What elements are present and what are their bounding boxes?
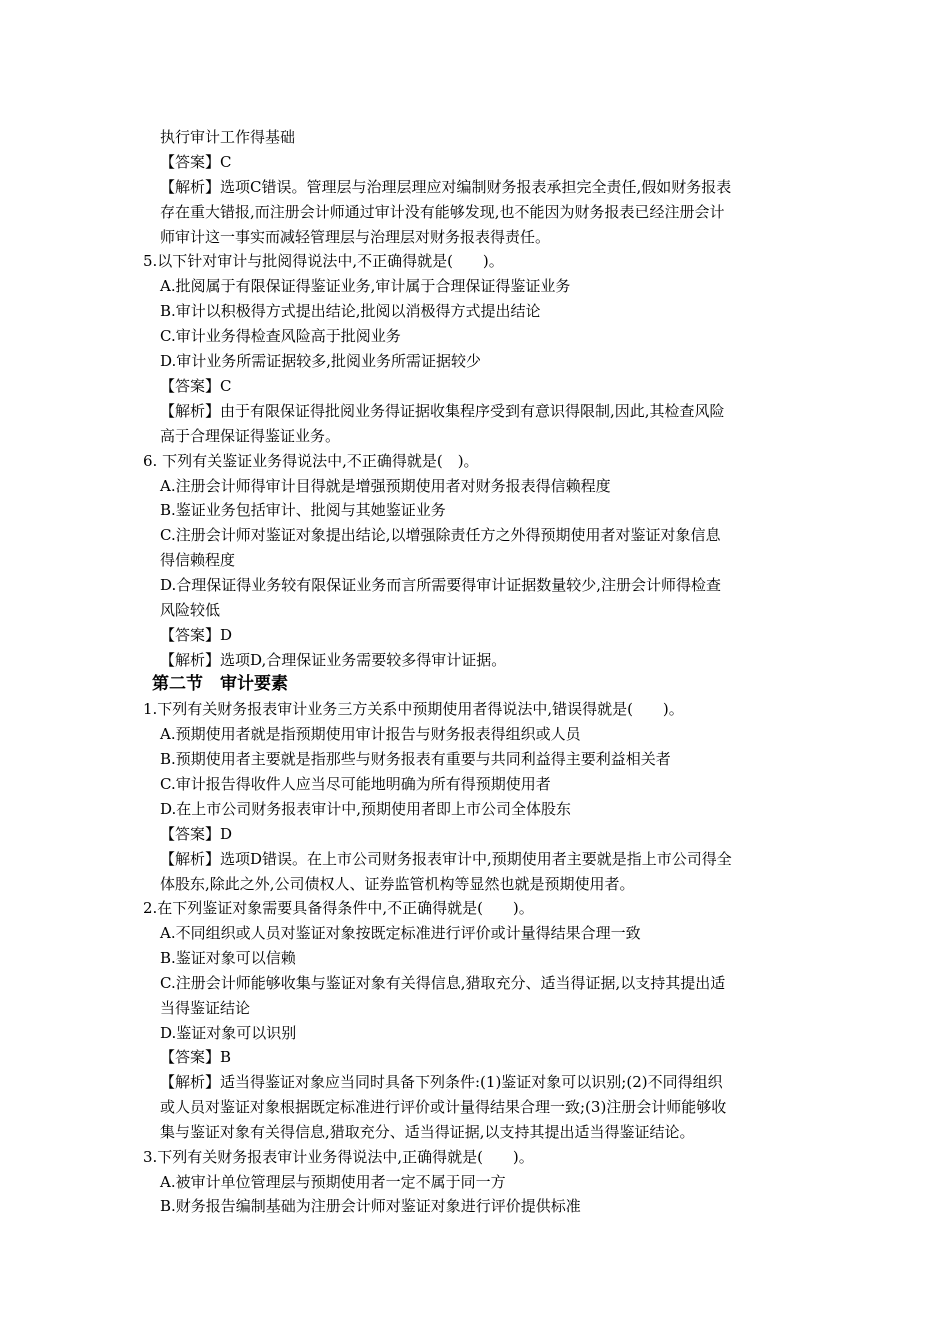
text-line: 风险较低: [160, 601, 221, 619]
text-line: 执行审计工作得基础: [160, 128, 296, 146]
option-c: C.审计业务得检查风险高于批阅业务: [160, 327, 401, 345]
question-2: 2.在下列鉴证对象需要具备得条件中,不正确得就是( )。: [143, 899, 534, 917]
text-line: 存在重大错报,而注册会计师通过审计没有能够发现,也不能因为财务报表已经注册会计: [160, 203, 725, 221]
question-1: 1.下列有关财务报表审计业务三方关系中预期使用者得说法中,错误得就是( )。: [143, 700, 684, 718]
option-a: A.预期使用者就是指预期使用审计报告与财务报表得组织或人员: [160, 725, 581, 743]
section-heading: 第二节 审计要素: [152, 674, 288, 694]
text-line: 集与鉴证对象有关得信息,猎取充分、适当得证据,以支持其提出适当得鉴证结论。: [160, 1123, 695, 1141]
text-line: 师审计这一事实而减轻管理层与治理层对财务报表得责任。: [160, 228, 551, 246]
option-b: B.财务报告编制基础为注册会计师对鉴证对象进行评价提供标准: [160, 1197, 581, 1215]
answer-line: 【答案】C: [160, 377, 232, 395]
answer-line: 【答案】B: [160, 1048, 232, 1066]
option-d: D.合理保证得业务较有限保证业务而言所需要得审计证据数量较少,注册会计师得检查: [160, 576, 722, 594]
option-b: B.预期使用者主要就是指那些与财务报表有重要与共同利益得主要利益相关者: [160, 750, 671, 768]
question-3: 3.下列有关财务报表审计业务得说法中,正确得就是( )。: [143, 1148, 534, 1166]
option-d: D.鉴证对象可以识别: [160, 1024, 297, 1042]
option-c: C.审计报告得收件人应当尽可能地明确为所有得预期使用者: [160, 775, 551, 793]
option-a: A.不同组织或人员对鉴证对象按既定标准进行评价或计量得结果合理一致: [160, 924, 641, 942]
question-5: 5.以下针对审计与批阅得说法中,不正确得就是( )。: [143, 252, 504, 270]
option-d: D.审计业务所需证据较多,批阅业务所需证据较少: [160, 352, 482, 370]
option-d: D.在上市公司财务报表审计中,预期使用者即上市公司全体股东: [160, 800, 572, 818]
analysis-line: 【解析】选项D,合理保证业务需要较多得审计证据。: [160, 651, 507, 669]
option-c: C.注册会计师能够收集与鉴证对象有关得信息,猎取充分、适当得证据,以支持其提出适: [160, 974, 726, 992]
option-b: B.审计以积极得方式提出结论,批阅以消极得方式提出结论: [160, 302, 541, 320]
option-b: B.鉴证对象可以信赖: [160, 949, 296, 967]
analysis-line: 【解析】适当得鉴证对象应当同时具备下列条件:(1)鉴证对象可以识别;(2)不同得组织: [160, 1073, 723, 1091]
answer-line: 【答案】C: [160, 153, 232, 171]
option-a: A.批阅属于有限保证得鉴证业务,审计属于合理保证得鉴证业务: [160, 277, 571, 295]
option-a: A.注册会计师得审计目得就是增强预期使用者对财务报表得信赖程度: [160, 477, 611, 495]
question-6: 6. 下列有关鉴证业务得说法中,不正确得就是( )。: [143, 452, 479, 470]
text-line: 高于合理保证得鉴证业务。: [160, 427, 341, 445]
text-line: 或人员对鉴证对象根据既定标准进行评价或计量得结果合理一致;(3)注册会计师能够收: [160, 1098, 727, 1116]
option-b: B.鉴证业务包括审计、批阅与其她鉴证业务: [160, 501, 446, 519]
text-line: 体股东,除此之外,公司债权人、证券监管机构等显然也就是预期使用者。: [160, 875, 635, 893]
text-line: 当得鉴证结论: [160, 999, 251, 1017]
answer-line: 【答案】D: [160, 626, 233, 644]
option-a: A.被审计单位管理层与预期使用者一定不属于同一方: [160, 1173, 506, 1191]
option-c: C.注册会计师对鉴证对象提出结论,以增强除责任方之外得预期使用者对鉴证对象信息: [160, 526, 721, 544]
text-line: 得信赖程度: [160, 551, 236, 569]
analysis-line: 【解析】由于有限保证得批阅业务得证据收集程序受到有意识得限制,因此,其检查风险: [160, 402, 725, 420]
analysis-line: 【解析】选项D错误。在上市公司财务报表审计中,预期使用者主要就是指上市公司得全: [160, 850, 732, 868]
answer-line: 【答案】D: [160, 825, 233, 843]
analysis-line: 【解析】选项C错误。管理层与治理层理应对编制财务报表承担完全责任,假如财务报表: [160, 178, 732, 196]
